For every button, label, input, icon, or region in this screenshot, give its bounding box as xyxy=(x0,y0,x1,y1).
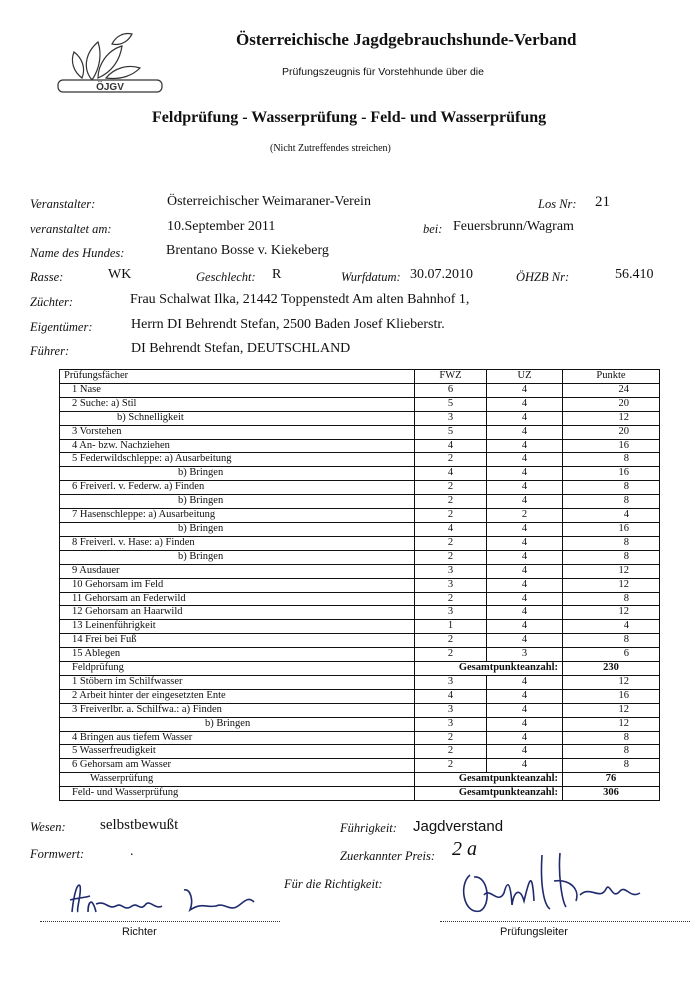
subject-cell: 1 Stöbern im Schilfwasser xyxy=(60,675,415,689)
points-cell: 12 xyxy=(563,675,660,689)
studbook-label: ÖHZB Nr: xyxy=(516,270,570,284)
table-row xyxy=(60,550,660,564)
location-label: bei: xyxy=(423,222,443,236)
subject-cell: 8 Freiverl. v. Hase: a) Finden xyxy=(60,536,415,550)
fwz-cell: 4 xyxy=(415,689,487,703)
fwz-cell: 3 xyxy=(415,703,487,717)
points-cell: 8 xyxy=(563,550,660,564)
subject-cell: 7 Hasenschleppe: a) Ausarbeitung xyxy=(60,509,415,523)
breeder-label: Züchter: xyxy=(30,295,74,309)
table-row xyxy=(60,703,660,717)
exam-leader-caption: Prüfungsleiter xyxy=(500,926,568,938)
uz-cell: 4 xyxy=(487,620,563,634)
subject-cell: 5 Federwildschleppe: a) Ausarbeitung xyxy=(60,453,415,467)
leadership-value: Jagdverstand xyxy=(413,818,504,835)
subject-cell: 2 Suche: a) Stil xyxy=(60,397,415,411)
table-row xyxy=(60,467,660,481)
points-cell: 8 xyxy=(563,745,660,759)
fwz-cell: 2 xyxy=(415,481,487,495)
fwz-cell: 2 xyxy=(415,759,487,773)
subject-cell: b) Bringen xyxy=(60,717,415,731)
table-row xyxy=(60,745,660,759)
subject-cell: 4 Bringen aus tiefem Wasser xyxy=(60,731,415,745)
breed-value: WK xyxy=(108,267,132,282)
uz-cell: 4 xyxy=(487,550,563,564)
subject-cell: 12 Gehorsam an Haarwild xyxy=(60,606,415,620)
combined-total-row-value: 306 xyxy=(563,787,660,801)
subject-cell: 15 Ablegen xyxy=(60,648,415,662)
header-points: Punkte xyxy=(563,370,660,384)
water-total-row-total-label: Gesamtpunkteanzahl: xyxy=(415,773,563,787)
uz-cell: 4 xyxy=(487,536,563,550)
table-row xyxy=(60,592,660,606)
table-row xyxy=(60,634,660,648)
owner-value: Herrn DI Behrendt Stefan, 2500 Baden Josef Klieberstr. xyxy=(131,317,445,332)
table-row xyxy=(60,620,660,634)
exam-types-heading: Feldprüfung - Wasserprüfung - Feld- und Wasserprüfung xyxy=(152,109,547,126)
points-cell: 16 xyxy=(563,439,660,453)
fwz-cell: 2 xyxy=(415,495,487,509)
location-value: Feuersbrunn/Wagram xyxy=(453,219,574,234)
dob-label: Wurfdatum: xyxy=(341,270,401,284)
fwz-cell: 2 xyxy=(415,550,487,564)
fwz-cell: 2 xyxy=(415,536,487,550)
uz-cell: 4 xyxy=(487,606,563,620)
table-row xyxy=(60,578,660,592)
scores-body xyxy=(60,370,660,801)
combined-total-row-label: Feld- und Wasserprüfung xyxy=(60,787,415,801)
fwz-cell: 3 xyxy=(415,675,487,689)
uz-cell: 4 xyxy=(487,592,563,606)
fwz-cell: 2 xyxy=(415,731,487,745)
temperament-label: Wesen: xyxy=(30,820,66,834)
subject-cell: 2 Arbeit hinter der eingesetzten Ente xyxy=(60,689,415,703)
points-cell: 4 xyxy=(563,509,660,523)
form-value: . xyxy=(130,844,134,859)
subject-cell: 6 Gehorsam am Wasser xyxy=(60,759,415,773)
uz-cell: 4 xyxy=(487,634,563,648)
fwz-cell: 4 xyxy=(415,467,487,481)
fwz-cell: 3 xyxy=(415,606,487,620)
uz-cell: 4 xyxy=(487,675,563,689)
judge-caption: Richter xyxy=(122,926,157,938)
judge-signature xyxy=(66,872,266,922)
points-cell: 8 xyxy=(563,731,660,745)
table-row xyxy=(60,564,660,578)
fwz-cell: 6 xyxy=(415,383,487,397)
subject-cell: 3 Freiverlbr. a. Schilfwa.: a) Finden xyxy=(60,703,415,717)
table-row xyxy=(60,606,660,620)
points-cell: 8 xyxy=(563,495,660,509)
subject-cell: b) Bringen xyxy=(60,522,415,536)
scores-table xyxy=(59,369,660,801)
uz-cell: 4 xyxy=(487,411,563,425)
points-cell: 8 xyxy=(563,759,660,773)
uz-cell: 4 xyxy=(487,467,563,481)
subject-cell: 3 Vorstehen xyxy=(60,425,415,439)
correctness-label: Für die Richtigkeit: xyxy=(284,877,383,891)
table-row xyxy=(60,689,660,703)
subject-cell: 13 Leinenführigkeit xyxy=(60,620,415,634)
leadership-label: Führigkeit: xyxy=(340,821,397,835)
table-row xyxy=(60,731,660,745)
uz-cell: 4 xyxy=(487,759,563,773)
points-cell: 16 xyxy=(563,467,660,481)
field-total-row-label: Feldprüfung xyxy=(60,662,415,676)
points-cell: 20 xyxy=(563,425,660,439)
table-row xyxy=(60,717,660,731)
points-cell: 8 xyxy=(563,536,660,550)
uz-cell: 4 xyxy=(487,522,563,536)
water-total-row-value: 76 xyxy=(563,773,660,787)
field-total-row-value: 230 xyxy=(563,662,660,676)
subject-cell: b) Bringen xyxy=(60,495,415,509)
uz-cell: 4 xyxy=(487,703,563,717)
uz-cell: 4 xyxy=(487,731,563,745)
ojgv-logo xyxy=(52,28,170,96)
combined-total-row xyxy=(60,787,660,801)
fwz-cell: 3 xyxy=(415,411,487,425)
points-cell: 8 xyxy=(563,481,660,495)
lot-label: Los Nr: xyxy=(538,197,577,211)
table-row xyxy=(60,675,660,689)
uz-cell: 4 xyxy=(487,745,563,759)
table-row xyxy=(60,453,660,467)
fwz-cell: 1 xyxy=(415,620,487,634)
water-total-row xyxy=(60,773,660,787)
uz-cell: 4 xyxy=(487,439,563,453)
uz-cell: 4 xyxy=(487,383,563,397)
subject-cell: 1 Nase xyxy=(60,383,415,397)
subject-cell: b) Bringen xyxy=(60,550,415,564)
handler-label: Führer: xyxy=(30,344,70,358)
fwz-cell: 4 xyxy=(415,522,487,536)
date-label: veranstaltet am: xyxy=(30,222,112,236)
uz-cell: 4 xyxy=(487,717,563,731)
handler-value: DI Behrendt Stefan, DEUTSCHLAND xyxy=(131,341,351,356)
uz-cell: 4 xyxy=(487,578,563,592)
subject-cell: b) Schnelligkeit xyxy=(60,411,415,425)
header-subjects: Prüfungsfächer xyxy=(60,370,415,384)
dob-value: 30.07.2010 xyxy=(410,267,473,282)
table-row xyxy=(60,759,660,773)
judge-signature-line xyxy=(40,921,280,922)
uz-cell: 4 xyxy=(487,453,563,467)
uz-cell: 4 xyxy=(487,564,563,578)
uz-cell: 4 xyxy=(487,425,563,439)
subject-cell: 4 An- bzw. Nachziehen xyxy=(60,439,415,453)
fwz-cell: 4 xyxy=(415,439,487,453)
table-row xyxy=(60,522,660,536)
subject-cell: 5 Wasserfreudigkeit xyxy=(60,745,415,759)
points-cell: 20 xyxy=(563,397,660,411)
points-cell: 12 xyxy=(563,564,660,578)
table-row xyxy=(60,411,660,425)
lot-value: 21 xyxy=(595,194,610,210)
uz-cell: 4 xyxy=(487,397,563,411)
fwz-cell: 3 xyxy=(415,578,487,592)
table-row xyxy=(60,481,660,495)
points-cell: 12 xyxy=(563,703,660,717)
fwz-cell: 2 xyxy=(415,634,487,648)
fwz-cell: 5 xyxy=(415,397,487,411)
prize-value: 2 a xyxy=(452,838,477,860)
uz-cell: 2 xyxy=(487,509,563,523)
studbook-value: 56.410 xyxy=(615,267,654,282)
points-cell: 12 xyxy=(563,717,660,731)
points-cell: 12 xyxy=(563,411,660,425)
temperament-value: selbstbewußt xyxy=(100,817,179,833)
sex-label: Geschlecht: xyxy=(196,270,256,284)
subject-cell: 6 Freiverl. v. Federw. a) Finden xyxy=(60,481,415,495)
logo-text: ÖJGV xyxy=(96,82,124,93)
table-row xyxy=(60,495,660,509)
prize-label: Zuerkannter Preis: xyxy=(340,849,436,863)
points-cell: 6 xyxy=(563,648,660,662)
table-row xyxy=(60,439,660,453)
uz-cell: 4 xyxy=(487,495,563,509)
table-row xyxy=(60,509,660,523)
fwz-cell: 2 xyxy=(415,509,487,523)
header-uz: UZ xyxy=(487,370,563,384)
uz-cell: 4 xyxy=(487,689,563,703)
subject-cell: 11 Gehorsam an Federwild xyxy=(60,592,415,606)
points-cell: 12 xyxy=(563,606,660,620)
water-total-row-label: Wasserprüfung xyxy=(60,773,415,787)
organizer-label: Veranstalter: xyxy=(30,197,96,211)
points-cell: 8 xyxy=(563,453,660,467)
subject-cell: 14 Frei bei Fuß xyxy=(60,634,415,648)
table-row xyxy=(60,383,660,397)
fwz-cell: 2 xyxy=(415,592,487,606)
exam-leader-signature-line xyxy=(440,921,690,922)
fwz-cell: 2 xyxy=(415,453,487,467)
organizer-value: Österreichischer Weimaraner-Verein xyxy=(167,194,371,209)
fwz-cell: 2 xyxy=(415,648,487,662)
fwz-cell: 3 xyxy=(415,717,487,731)
sex-value: R xyxy=(272,267,282,282)
points-cell: 16 xyxy=(563,689,660,703)
breeder-value: Frau Schalwat Ilka, 21442 Toppenstedt Am alten Bahnhof 1, xyxy=(130,292,470,307)
exam-leader-signature xyxy=(450,845,650,925)
table-row xyxy=(60,425,660,439)
date-value: 10.September 2011 xyxy=(167,219,276,234)
field-total-row-total-label: Gesamtpunkteanzahl: xyxy=(415,662,563,676)
subject-cell: b) Bringen xyxy=(60,467,415,481)
breed-label: Rasse: xyxy=(30,270,64,284)
uz-cell: 4 xyxy=(487,481,563,495)
subject-cell: 10 Gehorsam im Feld xyxy=(60,578,415,592)
fwz-cell: 2 xyxy=(415,745,487,759)
owner-label: Eigentümer: xyxy=(30,320,93,334)
points-cell: 8 xyxy=(563,592,660,606)
points-cell: 8 xyxy=(563,634,660,648)
table-row xyxy=(60,648,660,662)
combined-total-row-total-label: Gesamtpunkteanzahl: xyxy=(415,787,563,801)
form-label: Formwert: xyxy=(30,847,85,861)
dog-name-value: Brentano Bosse v. Kiekeberg xyxy=(166,243,329,258)
header-fwz: FWZ xyxy=(415,370,487,384)
points-cell: 16 xyxy=(563,522,660,536)
subject-cell: 9 Ausdauer xyxy=(60,564,415,578)
fwz-cell: 5 xyxy=(415,425,487,439)
uz-cell: 3 xyxy=(487,648,563,662)
table-row xyxy=(60,397,660,411)
points-cell: 4 xyxy=(563,620,660,634)
strike-note: (Nicht Zutreffendes streichen) xyxy=(270,143,391,154)
points-cell: 12 xyxy=(563,578,660,592)
fwz-cell: 3 xyxy=(415,564,487,578)
certificate-subtitle: Prüfungszeugnis für Vorstehhunde über die xyxy=(282,66,484,78)
points-cell: 24 xyxy=(563,383,660,397)
field-total-row xyxy=(60,662,660,676)
table-row xyxy=(60,536,660,550)
table-header-row xyxy=(60,370,660,384)
dog-name-label: Name des Hundes: xyxy=(30,246,125,260)
association-title: Österreichische Jagdgebrauchshunde-Verband xyxy=(236,30,577,49)
